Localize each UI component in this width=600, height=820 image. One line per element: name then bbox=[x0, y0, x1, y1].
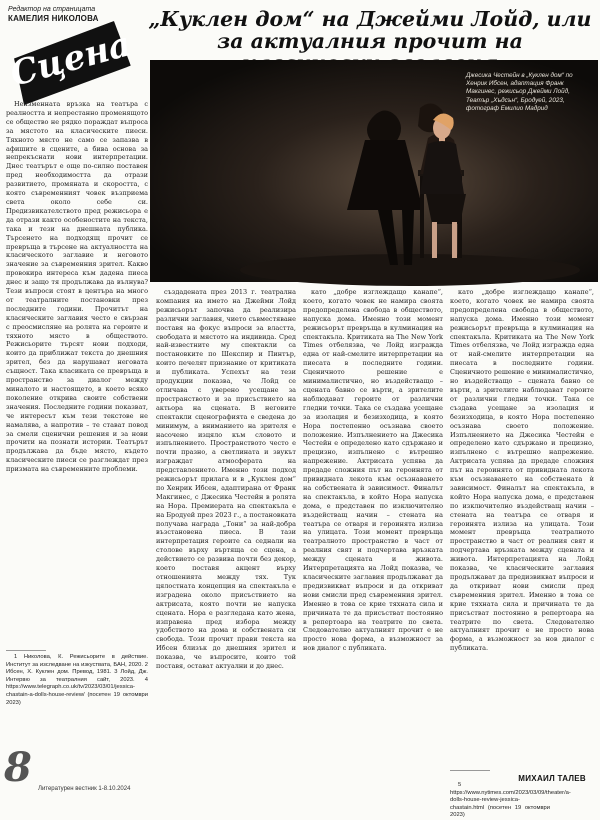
footnotes-text: 1 Николова, К. Режисьорите в действие. Институт за изследване на изкуствата, БАН, 2020. 2 Ибсен, Х. Куклен дом. Превод, 1981. 3 Лойд, Дж. Интервю за театралния сайт, 2023. 4 https://www.telegraph.co.uk/tv/2023/03/01/jessica-chastain-a-dolls-house-review/ (посетен 19 октомври 2023) bbox=[6, 654, 148, 706]
column-2-text: създадената през 2013 г. театрална компания на името на Джейми Лойд режисьорът започва да реализира различни заглавия, чието съвместяване поставя на фокус въпроси за властта, свободата и мястото на индивида. Сред най-известните му спектакли са постановките по Шекспир и Пинтър, които печелят признание от критиката и публиката. Успехът на тези продукции показва, че Лойд се отличава с уверено усещане за пространството и за присъствието на актьора на сцената. В неговите спектакли сценографията е сведена до минимум, а вниманието на зрителя е насочено изцяло към словото и изпълнението. Пространството често е почти празно, а светлината и звукът изграждат атмосферата на представлението. Именно този подход режисьорът прилага и в „Куклен дом“ по Хенрик Ибсен, адаптирана от Франк Макгинес, с Джесика Честейн в ролята на Нора. Премиерата на спектакъла е на Бродуей през 2023 г., а постановката получава награда „Тони“ за най-добра възстановена пиеса. В тази интерпретация героите са седнали на столове върху въртяща се сцена, а действието се развива почти без декор, което поставя акцент върху отношенията между тях. Тук цялостната концепция на спектакъла е изградена около присъствието на актрисата, която почти не напуска сцената. Нора е разгледана като жена, изправена пред избора между удобството на дома и собствената си свобода. Този прочит прави текста на Ибсен близък до днешния зрител и показва, че въпросите, които той поставя, остават актуални и до днес. bbox=[156, 288, 296, 671]
article-column-4 bbox=[450, 288, 594, 766]
footnote-right-text: 5 https://www.nytimes.com/2023/03/09/theater/a-dolls-house-review-jessica-chastain.html (посетен 19 октомври 2023) bbox=[450, 782, 571, 819]
photo-caption: Джесика Честейн в „Куклен дом“ по Хенрик Ибсен, адаптация Франк Макгинес, режисьор Джейми Лойд, Театър „Хъдсън“, Бродуей, 2023, фотограф Емилио Мадрид bbox=[466, 72, 573, 112]
publication-info: Литературен вестник 1-8.10.2024 bbox=[38, 786, 131, 792]
section-name: Сцена bbox=[6, 24, 136, 95]
footnote-divider bbox=[6, 650, 46, 651]
footnotes-block bbox=[6, 654, 148, 744]
editor-name: КАМЕЛИЯ НИКОЛОВА bbox=[8, 14, 99, 24]
article-column-2 bbox=[156, 288, 296, 784]
column-1-text: Неизменната връзка на театъра с реалността и непрестанно променящото се общество не рядко пораждат въпроса за мястото на класическите пиеси. Тяхното място не само се запазва в афишите в сцените, а бива основа за непрекъснати нови интерпретации. Днес театърът е още по-силно поставен пред необходимостта да отрази развитието, промяната и скоростта, с която съвременният човек възприема света около себе си. Предизвикателството пред режисьора е да отрази както особеностите на текста, така и тези на днешната публика. Търсенето на подходящ прочит се превръща в търсене на актуалността на класическото заглавие и неговото значение за съвременния зрител. Какво провокира интереса към дадена пиеса днес и защо тя продължава да вълнува? Тези въпроси стоят в центъра на много от театралните постановки през последните години. Прочитът на класическите заглавия често е свързан с преосмисляне на ролята на героите и тяхното място в обществото. Режисьорите търсят нови подходи, които да приближат текста до днешния зрител, без да нарушават неговата същност. Така класиката се превръща в пространство за диалог между миналото и настоящето, в което всяко поколение открива своите собствени значения. Последните години показват, че интересът към тези текстове не намалява, а напротив – те стават повод за смели сценични решения и за нови прочити на познати истории. Театърът продължава да бъде място, където класическите пиеси се разглеждат през призмата на съвременните проблеми. bbox=[6, 100, 148, 474]
article-headline: „Куклен дом“ на Джейми Лойд, или за актуалния прочит на bbox=[148, 7, 592, 54]
article-column-3 bbox=[303, 288, 443, 784]
column-4-text: като „добре изглеждащо канапе“, което, когато човек не намира своята предопределена свобода в обществото, напуска дома. Именно този момент режисьорът превръща в кулминация на спектакъла. Критиката на The New York Times отбелязва, че Лойд изгражда една от най-смелите интерпретации на пиесата в последните години. Сценичното решение е минималистично, но въздействащо – сцената бавно се върти, а зрителите наблюдават героите от различни гледни точки. Така се създава усещане за изолация и безизходица, в която Нора постепенно осъзнава своето положение. Изпълнението на Джесика Честейн е определено като сдържано и прецизно, изпълнено с вътрешно напрежение. Актрисата успява да предаде сложния път на героинята от привидната лекота към осъзнаването на собствената ѝ зависимост. Финалът на спектакъла, в който Нора напуска дома, е представен по изключително въздействащ начин – стената на театъра се отваря и героинята излиза на улицата. Този момент превръща театралното пространство в част от реалния свят и подчертава връзката между сцената и живота. Интерпретацията на Лойд показва, че класическите заглавия продължават да предизвикват въпроси и да откриват нови смисли пред съвременния зрител. Именно в това се крие тяхната сила и причината те да присъстват постоянно в репертоара на театрите по света. Следователно актуалният прочит е не просто нова форма, а възможност за нов диалог с публиката. bbox=[450, 288, 594, 653]
section-stamp bbox=[5, 20, 134, 107]
footnote-right bbox=[450, 782, 571, 819]
article-author: МИХАИЛ ТАЛЕВ bbox=[518, 774, 586, 783]
article-photo bbox=[150, 60, 598, 282]
footnote-divider-right bbox=[450, 770, 490, 771]
article-column-1 bbox=[6, 100, 148, 644]
page-number: 8 bbox=[4, 744, 32, 791]
editor-label: Редактор на страницата bbox=[8, 6, 96, 13]
column-3-text: като „добре изглеждащо канапе“, което, когато човек не намира своята предопределена свобода в обществото, напуска дома. Именно този момент режисьорът превръща в кулминация на спектакъла. Критиката на The New York Times отбелязва, че Лойд изгражда една от най-смелите интерпретации на пиесата в последните години. Сценичното решение е минималистично, но въздействащо – сцената бавно се върти, а зрителите наблюдават героите от различни гледни точки. Така се създава усещане за изолация и безизходица, в която Нора постепенно осъзнава своето положение. Изпълнението на Джесика Честейн е определено като сдържано и прецизно, изпълнено с вътрешно напрежение. Актрисата успява да предаде сложния път на героинята от привидната лекота към осъзнаването на собствената ѝ зависимост. Финалът на спектакъла, в който Нора напуска дома, е представен по изключително въздействащ начин – стената на театъра се отваря и героинята излиза на улицата. Този момент превръща театралното пространство в част от реалния свят и подчертава връзката между сцената и живота. Интерпретацията на Лойд показва, че класическите заглавия продължават да предизвикват въпроси и да откриват нови смисли пред съвременния зрител. Именно в това се крие тяхната сила и причината те да присъстват постоянно в репертоара на театрите по света. Следователно актуалният прочит е не просто нова форма, а възможност за нов диалог с публиката. bbox=[303, 288, 443, 653]
page-editor-credit bbox=[8, 6, 100, 23]
